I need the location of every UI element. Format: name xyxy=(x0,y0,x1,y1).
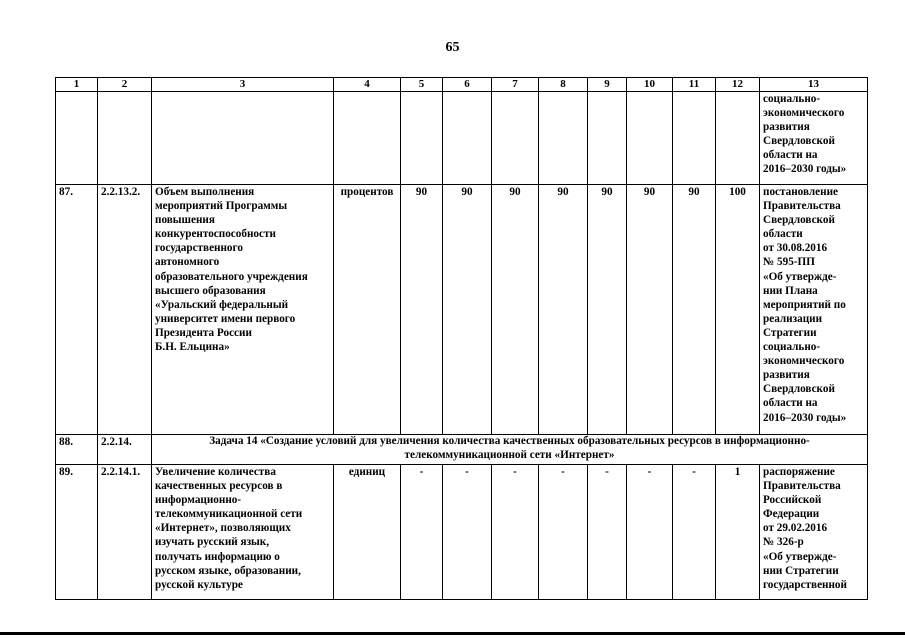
row-value xyxy=(716,92,760,185)
row-number: 87. xyxy=(56,185,98,435)
row-description xyxy=(152,92,334,185)
column-header: 8 xyxy=(539,78,588,92)
row-description: Увеличение количества качественных ресурсов в информационно- телекоммуникационной сети «Интернет», позволяющих изучать русский язык, получать информацию о русском языке, образовании, русской культуре xyxy=(152,465,334,600)
row-value xyxy=(539,92,588,185)
row-value: - xyxy=(539,465,588,600)
row-value: 90 xyxy=(627,185,673,435)
row-unit: единиц xyxy=(334,465,401,600)
indicators-table xyxy=(55,77,868,600)
row-number xyxy=(56,92,98,185)
column-header: 9 xyxy=(588,78,627,92)
column-header: 1 xyxy=(56,78,98,92)
table-row xyxy=(56,465,868,600)
row-code xyxy=(98,92,152,185)
table-row xyxy=(56,92,868,185)
row-value: 1 xyxy=(716,465,760,600)
row-value: - xyxy=(673,465,716,600)
row-legal-basis: распоряжение Правительства Российской Федерации от 29.02.2016 № 326-р «Об утвержде- нии Стратегии государственной xyxy=(760,465,868,600)
row-value xyxy=(401,92,443,185)
column-header: 12 xyxy=(716,78,760,92)
task-row xyxy=(56,435,868,465)
row-code: 2.2.14.1. xyxy=(98,465,152,600)
row-legal-basis: социально- экономического развития Свердловской области на 2016–2030 годы» xyxy=(760,92,868,185)
row-value: 90 xyxy=(401,185,443,435)
column-header: 7 xyxy=(492,78,539,92)
row-code: 2.2.14. xyxy=(98,435,152,465)
column-header: 4 xyxy=(334,78,401,92)
row-value: 100 xyxy=(716,185,760,435)
column-header: 6 xyxy=(443,78,492,92)
row-value: 90 xyxy=(588,185,627,435)
column-header: 13 xyxy=(760,78,868,92)
row-value xyxy=(588,92,627,185)
row-value: - xyxy=(627,465,673,600)
row-value xyxy=(627,92,673,185)
row-value xyxy=(443,92,492,185)
column-header: 2 xyxy=(98,78,152,92)
row-value: - xyxy=(401,465,443,600)
row-value: 90 xyxy=(492,185,539,435)
row-value xyxy=(492,92,539,185)
table-header-row xyxy=(56,78,868,92)
column-header: 11 xyxy=(673,78,716,92)
row-value: - xyxy=(492,465,539,600)
task-heading: Задача 14 «Создание условий для увеличения количества качественных образовательных ресурсов в информационно-телекоммуникационной сети «Интернет» xyxy=(152,435,868,465)
row-unit: процентов xyxy=(334,185,401,435)
page-bottom-border xyxy=(0,632,905,635)
page-number: 65 xyxy=(445,40,460,55)
row-value: - xyxy=(443,465,492,600)
column-header: 5 xyxy=(401,78,443,92)
row-value xyxy=(673,92,716,185)
row-number: 88. xyxy=(56,435,98,465)
row-value: 90 xyxy=(443,185,492,435)
row-number: 89. xyxy=(56,465,98,600)
row-value: 90 xyxy=(673,185,716,435)
table-row xyxy=(56,185,868,435)
row-legal-basis: постановление Правительства Свердловской области от 30.08.2016 № 595-ПП «Об утвержде- нии Плана мероприятий по реализации Стратегии социально- экономического развития Свердловской области на 2016–2030 годы» xyxy=(760,185,868,435)
column-header: 10 xyxy=(627,78,673,92)
row-code: 2.2.13.2. xyxy=(98,185,152,435)
row-value: 90 xyxy=(539,185,588,435)
row-description: Объем выполнения мероприятий Программы повышения конкурентоспособности государственного автономного образовательного учреждения высшего образования «Уральский федеральный университет имени первого Президента России Б.Н. Ельцина» xyxy=(152,185,334,435)
row-unit xyxy=(334,92,401,185)
row-value: - xyxy=(588,465,627,600)
column-header: 3 xyxy=(152,78,334,92)
